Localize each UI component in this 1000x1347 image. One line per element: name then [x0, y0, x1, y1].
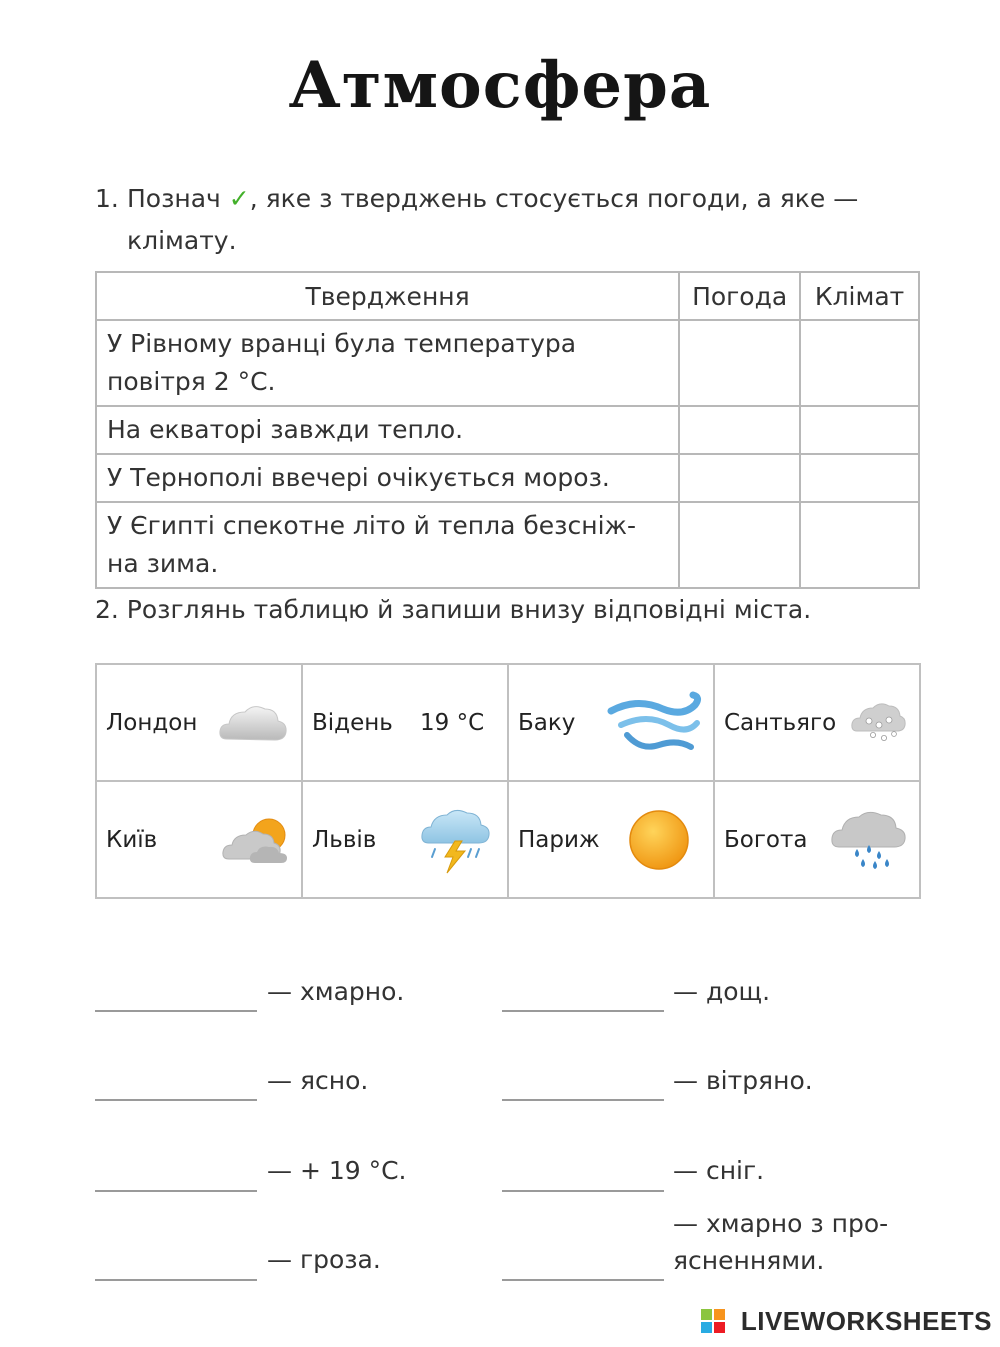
answer-blank-temperature[interactable] — [95, 1190, 257, 1192]
answer-blank-cloudy[interactable] — [95, 1010, 257, 1012]
answer-label: — сніг. — [673, 1156, 765, 1185]
statement-table — [95, 271, 920, 589]
task1-text-line2: клімату. — [127, 226, 237, 255]
wind-icon — [607, 691, 703, 755]
city-cell-vienna — [302, 664, 508, 781]
answer-label-line: ясненнями. — [673, 1246, 825, 1275]
city-name: Лондон — [106, 709, 198, 736]
city-weather-table — [95, 663, 921, 899]
city-cell-baku — [508, 664, 714, 781]
city-name: Львів — [312, 826, 377, 853]
answer-label: — дощ. — [673, 977, 771, 1006]
answer-blank-clear[interactable] — [95, 1099, 257, 1101]
climate-answer-cell[interactable] — [800, 454, 919, 502]
weather-answer-cell[interactable] — [679, 320, 800, 406]
answer-blank-windy[interactable] — [502, 1099, 664, 1101]
header-statement: Твердження — [96, 272, 679, 320]
city-name: Відень — [312, 709, 393, 736]
cloud-icon — [217, 699, 289, 747]
weather-answer-cell[interactable] — [679, 406, 800, 454]
statement-line: на зима. — [107, 549, 219, 578]
task2-instruction: 2. Розглянь таблицю й запиши внизу відповідні міста. — [95, 595, 812, 624]
task1-text-after: , яке з тверджень стосується погоди, а яке — — [249, 184, 859, 213]
table-row — [96, 406, 919, 454]
city-name: Баку — [518, 709, 576, 736]
city-cell-lviv — [302, 781, 508, 898]
statement-line: повітря 2 °С. — [107, 367, 276, 396]
city-name: Сантьяго — [724, 709, 837, 736]
answer-blank-storm[interactable] — [95, 1279, 257, 1281]
statement-cell — [96, 406, 679, 454]
sun-icon — [627, 808, 691, 872]
partly-cloudy-icon — [221, 813, 295, 867]
statement-line: На екваторі завжди тепло. — [107, 415, 464, 444]
answer-blank-partly-cloudy[interactable] — [502, 1279, 664, 1281]
answer-blank-snow[interactable] — [502, 1190, 664, 1192]
statement-line: У Рівному вранці була температура — [107, 329, 577, 358]
climate-answer-cell[interactable] — [800, 502, 919, 588]
weather-answer-cell[interactable] — [679, 502, 800, 588]
table-row — [96, 664, 920, 781]
thunderstorm-icon — [419, 805, 493, 875]
statement-table-header — [96, 272, 919, 320]
statement-cell — [96, 502, 679, 588]
task1-instruction — [95, 178, 925, 262]
weather-answer-cell[interactable] — [679, 454, 800, 502]
liveworksheets-brand[interactable]: LIVEWORKSHEETS — [740, 1306, 992, 1336]
temperature-value: 19 °С — [420, 709, 485, 736]
table-row — [96, 781, 920, 898]
task1-number: 1. — [95, 184, 119, 213]
answer-blank-rain[interactable] — [502, 1010, 664, 1012]
answer-label: — хмарно. — [267, 977, 405, 1006]
statement-line: У Єгипті спекотне літо й тепла безсніж- — [107, 511, 637, 540]
statement-cell — [96, 320, 679, 406]
statement-cell — [96, 454, 679, 502]
header-climate: Клімат — [800, 272, 919, 320]
city-name: Богота — [724, 826, 808, 853]
rain-icon — [829, 807, 909, 873]
statement-line: У Тернополі ввечері очікується мороз. — [107, 463, 610, 492]
table-row — [96, 502, 919, 588]
city-cell-santiago — [714, 664, 920, 781]
answer-label: — вітряно. — [673, 1066, 813, 1095]
answer-label: — гроза. — [267, 1245, 381, 1274]
climate-answer-cell[interactable] — [800, 320, 919, 406]
table-row — [96, 454, 919, 502]
city-name: Київ — [106, 826, 158, 853]
table-row — [96, 320, 919, 406]
answer-label: — ясно. — [267, 1066, 369, 1095]
city-cell-bogota — [714, 781, 920, 898]
city-cell-london — [96, 664, 302, 781]
liveworksheets-logo-icon — [701, 1309, 725, 1333]
answer-label-partly-cloudy — [673, 1205, 888, 1279]
city-name: Париж — [518, 826, 600, 853]
check-mark-icon: ✓ — [228, 184, 250, 213]
answer-label: — + 19 °С. — [267, 1156, 407, 1185]
climate-answer-cell[interactable] — [800, 406, 919, 454]
page-title: Атмосфера — [288, 48, 712, 123]
city-cell-paris — [508, 781, 714, 898]
city-cell-kyiv — [96, 781, 302, 898]
task1-text-before: Познач — [127, 184, 221, 213]
header-weather: Погода — [679, 272, 800, 320]
snow-icon — [849, 699, 907, 747]
answer-label-line: — хмарно з про- — [673, 1209, 889, 1238]
